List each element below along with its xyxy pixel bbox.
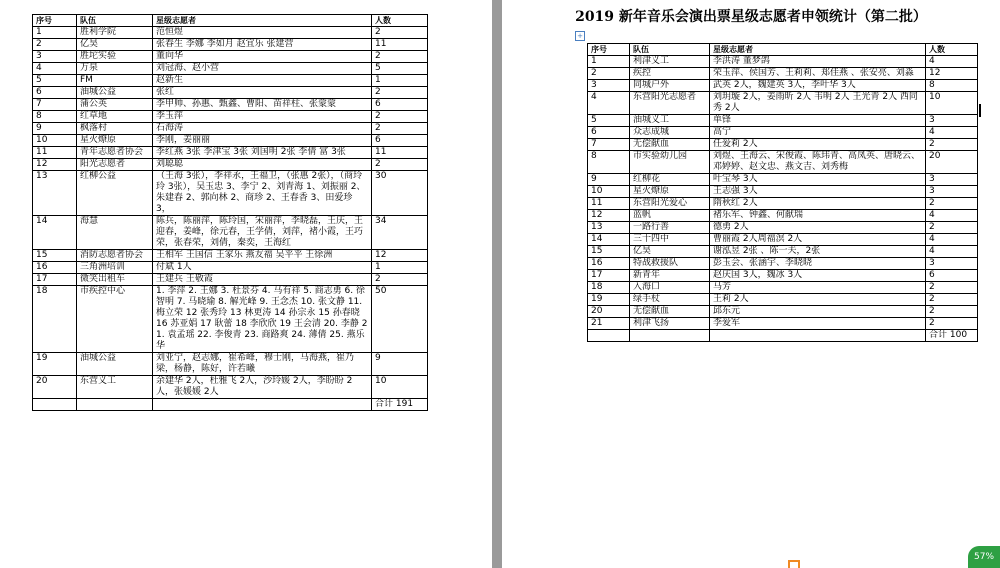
table-cell[interactable]: 14: [588, 234, 630, 246]
table-cell[interactable]: 绿手杖: [630, 294, 710, 306]
table-cell[interactable]: 亿昊: [630, 246, 710, 258]
table-cell[interactable]: 单锋: [710, 115, 926, 127]
table-cell[interactable]: 16: [33, 262, 77, 274]
table-cell[interactable]: 18: [588, 282, 630, 294]
table-cell[interactable]: 20: [926, 151, 978, 174]
table-cell[interactable]: 石海涛: [153, 123, 372, 135]
table-cell[interactable]: 6: [926, 270, 978, 282]
table-cell[interactable]: 任爱莉 2人: [710, 139, 926, 151]
table-cell[interactable]: 刘玥璇 2人，姜雨昕 2人 韦明 2人 王光青 2人 西同秀 2人: [710, 92, 926, 115]
table-cell[interactable]: 9: [33, 123, 77, 135]
table-cell[interactable]: 刘亚宁，赵志娜，崔希峰，穆士刚，马海燕，崔乃梁，杨静，陈好，许若曦: [153, 353, 372, 376]
table-row: [588, 222, 978, 234]
table-cell[interactable]: 2: [372, 87, 428, 99]
table-cell[interactable]: 3: [926, 174, 978, 186]
table-cell[interactable]: 邱东元: [710, 306, 926, 318]
table-cell[interactable]: 6: [372, 135, 428, 147]
table-cell[interactable]: 1: [588, 56, 630, 68]
table-cell[interactable]: 12: [33, 159, 77, 171]
table-row: [588, 139, 978, 151]
table-cell[interactable]: 高宁: [710, 127, 926, 139]
table-cell[interactable]: 13: [33, 171, 77, 216]
table-cell[interactable]: 10: [588, 186, 630, 198]
table-row: [33, 159, 428, 171]
table-row: [588, 294, 978, 306]
table-cell[interactable]: 无偿献血: [630, 139, 710, 151]
table-cell[interactable]: 1: [372, 75, 428, 87]
table-row: [33, 87, 428, 99]
table-cell[interactable]: 王志强 3人: [710, 186, 926, 198]
table-cell[interactable]: 17: [33, 274, 77, 286]
table-cell[interactable]: [710, 330, 926, 342]
table-cell[interactable]: 褚乐军、钟鑫、何献瑞: [710, 210, 926, 222]
table-cell[interactable]: 9: [372, 353, 428, 376]
table-row: [588, 56, 978, 68]
table-cell[interactable]: 8: [926, 80, 978, 92]
table-row: [588, 306, 978, 318]
table-cell[interactable]: 3: [33, 51, 77, 63]
table-cell[interactable]: 18: [33, 286, 77, 353]
table-cell[interactable]: 19: [588, 294, 630, 306]
table-cell[interactable]: 武英 2人，魏建英 3人，李叶华 3人: [710, 80, 926, 92]
table-row: [33, 99, 428, 111]
table-cell[interactable]: 4: [926, 246, 978, 258]
table-cell[interactable]: 4: [588, 92, 630, 115]
table-body: [588, 56, 978, 342]
table-header: [33, 15, 428, 27]
header-cell[interactable]: 星级志愿者: [153, 15, 372, 27]
table-row: [588, 174, 978, 186]
table-cell[interactable]: 同城户外: [630, 80, 710, 92]
table-cell[interactable]: [630, 330, 710, 342]
table-move-handle-icon[interactable]: +: [575, 31, 585, 41]
table-cell[interactable]: 2: [926, 282, 978, 294]
header-cell[interactable]: 星级志愿者: [710, 44, 926, 56]
table-cell[interactable]: 15: [33, 250, 77, 262]
table-cell[interactable]: 15: [588, 246, 630, 258]
table-cell[interactable]: 王相军 王国信 王家乐 燕友福 吴平平 王徐洲: [153, 250, 372, 262]
table-cell[interactable]: 市实验幼儿园: [630, 151, 710, 174]
table-cell[interactable]: 三十四中: [630, 234, 710, 246]
table-cell[interactable]: 6: [33, 87, 77, 99]
header-cell[interactable]: 队伍: [77, 15, 153, 27]
table-cell[interactable]: 1: [372, 262, 428, 274]
table-cell[interactable]: 21: [588, 318, 630, 330]
table-header: [588, 44, 978, 56]
table-cell[interactable]: 2: [372, 123, 428, 135]
table-cell[interactable]: 万泉: [77, 63, 153, 75]
volunteer-table-left: [32, 14, 428, 411]
table-row: [33, 376, 428, 399]
table-cell[interactable]: 胜坨实验: [77, 51, 153, 63]
table-cell[interactable]: 德勇 2人: [710, 222, 926, 234]
table-cell[interactable]: [588, 330, 630, 342]
table-cell[interactable]: 5: [372, 63, 428, 75]
table-cell[interactable]: 微笑出租车: [77, 274, 153, 286]
table-cell[interactable]: 彭玉会、张涵宇、李晓晓: [710, 258, 926, 270]
document-title: 2019 新年音乐会演出票星级志愿者申领统计（第二批）: [575, 9, 927, 25]
table-cell[interactable]: 李洪涛 董梦鸽: [710, 56, 926, 68]
table-cell[interactable]: 9: [588, 174, 630, 186]
table-cell[interactable]: 新青年: [630, 270, 710, 282]
table-cell[interactable]: 油城公益: [77, 353, 153, 376]
table-cell[interactable]: 5: [588, 115, 630, 127]
table-cell[interactable]: 2: [372, 159, 428, 171]
table-row: [33, 274, 428, 286]
table-cell[interactable]: 星火燎原: [630, 186, 710, 198]
table-cell[interactable]: 11: [33, 147, 77, 159]
table-cell[interactable]: 8: [588, 151, 630, 174]
table-row: [33, 135, 428, 147]
table-row: [588, 186, 978, 198]
table-cell[interactable]: 2: [926, 306, 978, 318]
header-cell[interactable]: 序号: [588, 44, 630, 56]
table-cell[interactable]: 2: [926, 318, 978, 330]
table-cell[interactable]: 市疾控中心: [77, 286, 153, 353]
table-cell[interactable]: 余建华 2人，杜雅飞 2人，沙玲媛 2人，李盼盼 2人，张媛媛 2人: [153, 376, 372, 399]
table-cell[interactable]: 李爱军: [710, 318, 926, 330]
table-cell[interactable]: 王建兵 王敬霞: [153, 274, 372, 286]
table-row: [588, 92, 978, 115]
table-row: [33, 75, 428, 87]
orange-shape-icon: [788, 560, 800, 568]
table-cell[interactable]: 8: [33, 111, 77, 123]
table-row: [588, 115, 978, 127]
header-cell[interactable]: 人数: [926, 44, 978, 56]
table-cell[interactable]: 3: [926, 258, 978, 270]
table-cell[interactable]: 李刚，姜丽丽: [153, 135, 372, 147]
table-cell[interactable]: 2: [926, 294, 978, 306]
header-cell[interactable]: 序号: [33, 15, 77, 27]
table-cell[interactable]: 11: [588, 198, 630, 210]
table-cell[interactable]: 5: [33, 75, 77, 87]
table-cell[interactable]: 1. 李萍 2. 王娜 3. 杜景芬 4. 马有祥 5. 商志勇 6. 徐智明 7. 马晓瑜 8. 解光峰 9. 王念杰 10. 张文静 11. 梅立荣 12 张秀玲 13 林更涛 14 孙宗永 15 孙春晓 16 苏亚娟 17 耿蕾 18 李欣欣 19 王会清 20. 李静 21. 袁孟瑶 22. 李俊青 23. 商路爽 24. 薄倩 25. 燕乐华: [153, 286, 372, 353]
table-row: [588, 318, 978, 330]
table-row: [33, 286, 428, 353]
table-cell[interactable]: 3: [588, 80, 630, 92]
table-cell[interactable]: 胜利学院: [77, 27, 153, 39]
table-cell[interactable]: 合计 191: [372, 399, 428, 411]
table-row: [588, 330, 978, 342]
table-cell[interactable]: 荣玉萍、侯国芳、王莉莉、郑佳燕 、张安亮、刘淼: [710, 68, 926, 80]
table-cell[interactable]: 7: [33, 99, 77, 111]
table-cell[interactable]: 4: [926, 127, 978, 139]
table-cell[interactable]: 消防志愿者协会: [77, 250, 153, 262]
table-row: [588, 210, 978, 222]
table-cell[interactable]: 王莉 2人: [710, 294, 926, 306]
table-cell[interactable]: 3: [926, 115, 978, 127]
table-cell[interactable]: 李甲帅、孙惠、甄鑫、曹阳、苗祥柱、张蒙蒙: [153, 99, 372, 111]
table-cell[interactable]: 叶宝琴 3人: [710, 174, 926, 186]
table-cell[interactable]: 7: [588, 139, 630, 151]
table-cell[interactable]: FM: [77, 75, 153, 87]
table-cell[interactable]: 13: [588, 222, 630, 234]
table-cell[interactable]: 曹丽霞 2人周福溟 2人: [710, 234, 926, 246]
table-cell[interactable]: 红草地: [77, 111, 153, 123]
table-row: [33, 51, 428, 63]
progress-badge: 57%: [968, 546, 1000, 568]
table-cell[interactable]: 20: [588, 306, 630, 318]
table-cell[interactable]: 特战救援队: [630, 258, 710, 270]
table-cell[interactable]: 赵庆国 3人，魏冰 3人: [710, 270, 926, 282]
header-row: [588, 44, 978, 56]
table-cell[interactable]: 刘煜、王海云、宋俊霞、陈玮青、高凤英、唐晓云、邓婷婷、赵文忠、燕文吉、刘秀梅: [710, 151, 926, 174]
table-cell[interactable]: 2: [372, 274, 428, 286]
table-cell[interactable]: 张红: [153, 87, 372, 99]
table-cell[interactable]: 34: [372, 216, 428, 250]
table-cell[interactable]: 星火燎原: [77, 135, 153, 147]
table-row: [588, 282, 978, 294]
table-cell[interactable]: 张春生 李娜 李如月 赵宜乐 张建营: [153, 39, 372, 51]
table-cell[interactable]: 谢泓昱 2张 、陈一夫，2张: [710, 246, 926, 258]
table-cell[interactable]: 马芳: [710, 282, 926, 294]
table-row: [588, 68, 978, 80]
text-cursor: [979, 104, 981, 117]
table-cell[interactable]: 2: [926, 198, 978, 210]
table-cell[interactable]: 东营阳光志愿者: [630, 92, 710, 115]
table-cell[interactable]: 2: [372, 27, 428, 39]
table-row: [33, 216, 428, 250]
table-row: [33, 27, 428, 39]
header-cell[interactable]: 队伍: [630, 44, 710, 56]
table-cell[interactable]: 50: [372, 286, 428, 353]
table-row: [588, 234, 978, 246]
document-page-left: [0, 0, 492, 568]
table-row: [588, 270, 978, 282]
table-cell[interactable]: 蒲公英: [77, 99, 153, 111]
table-cell[interactable]: 4: [33, 63, 77, 75]
table-row: [33, 399, 428, 411]
table-cell[interactable]: 无偿献血: [630, 306, 710, 318]
table-cell[interactable]: 10: [926, 92, 978, 115]
table-cell[interactable]: 14: [33, 216, 77, 250]
table-cell[interactable]: 阳光志愿者: [77, 159, 153, 171]
table-row: [588, 198, 978, 210]
table-cell[interactable]: 青年志愿者协会: [77, 147, 153, 159]
table-cell[interactable]: 东营阳光爱心: [630, 198, 710, 210]
table-row: [33, 171, 428, 216]
table-cell[interactable]: 6: [372, 99, 428, 111]
table-cell[interactable]: 众志成城: [630, 127, 710, 139]
table-cell[interactable]: [33, 399, 77, 411]
table-row: [33, 39, 428, 51]
table-row: [33, 147, 428, 159]
table-cell[interactable]: 红柳花: [630, 174, 710, 186]
table-row: [588, 258, 978, 270]
table-cell[interactable]: 17: [588, 270, 630, 282]
table-cell[interactable]: 6: [588, 127, 630, 139]
table-cell[interactable]: 10: [33, 135, 77, 147]
table-cell[interactable]: 东营义工: [77, 376, 153, 399]
table-cell[interactable]: 海慧: [77, 216, 153, 250]
table-cell[interactable]: 20: [33, 376, 77, 399]
table-cell[interactable]: 李红燕 3张 李津宝 3张 刘国明 2张 李倩 富 3张: [153, 147, 372, 159]
table-cell[interactable]: 2: [926, 222, 978, 234]
table-row: [33, 63, 428, 75]
table-cell[interactable]: 红柳公益: [77, 171, 153, 216]
table-cell[interactable]: 利津飞扬: [630, 318, 710, 330]
table-cell[interactable]: （王海 3张），李祥永，王福卫，（张惠 2张），（商玲玲 3张），吴玉忠 3、李宁 2、刘青海 1、刘振丽 2、朱建春 2、郭向林 2、商珍 2、王春香 3、田爱珍 3，: [153, 171, 372, 216]
table-cell[interactable]: 蓝帆: [630, 210, 710, 222]
volunteer-table-right: [587, 43, 978, 342]
table-cell[interactable]: 11: [372, 147, 428, 159]
table-cell[interactable]: 30: [372, 171, 428, 216]
table-cell[interactable]: 隋秋红 2人: [710, 198, 926, 210]
table-cell[interactable]: 董向华: [153, 51, 372, 63]
table-cell[interactable]: 范恒煜: [153, 27, 372, 39]
table-cell[interactable]: 11: [372, 39, 428, 51]
table-row: [588, 127, 978, 139]
table-cell[interactable]: 合计 100: [926, 330, 978, 342]
header-cell[interactable]: 人数: [372, 15, 428, 27]
table-row: [33, 111, 428, 123]
table-cell[interactable]: 李玉萍: [153, 111, 372, 123]
table-cell[interactable]: 入海口: [630, 282, 710, 294]
table-cell[interactable]: 三角洲培训: [77, 262, 153, 274]
table-cell[interactable]: 疾控: [630, 68, 710, 80]
table-cell[interactable]: 10: [372, 376, 428, 399]
table-cell[interactable]: 一路行善: [630, 222, 710, 234]
table-row: [33, 123, 428, 135]
table-cell[interactable]: 油城义工: [630, 115, 710, 127]
table-row: [588, 151, 978, 174]
table-cell[interactable]: 12: [372, 250, 428, 262]
table-row: [33, 353, 428, 376]
table-cell[interactable]: 刘聪聪: [153, 159, 372, 171]
table-row: [588, 246, 978, 258]
table-cell[interactable]: 2: [926, 139, 978, 151]
table-cell[interactable]: 19: [33, 353, 77, 376]
table-cell[interactable]: 4: [926, 210, 978, 222]
table-cell[interactable]: 油城公益: [77, 87, 153, 99]
table-row: [33, 262, 428, 274]
table-cell[interactable]: 1: [33, 27, 77, 39]
table-cell[interactable]: 12: [588, 210, 630, 222]
table-cell[interactable]: 付斌 1人: [153, 262, 372, 274]
table-cell[interactable]: 陈兵，陈丽萍，陈玲国，宋丽萍，李晓磊，王庆，王迎春，姜峰，徐元春，王学倩，刘萍，褚小霞，王巧荣，张春荣，刘倩，秦奕，王海红: [153, 216, 372, 250]
table-body: [33, 27, 428, 411]
table-cell[interactable]: 枫落村: [77, 123, 153, 135]
table-cell[interactable]: [153, 399, 372, 411]
table-cell[interactable]: 3: [926, 186, 978, 198]
table-cell[interactable]: 12: [926, 68, 978, 80]
header-row: [33, 15, 428, 27]
table-row: [588, 80, 978, 92]
table-cell[interactable]: 刘冠海、赵小营: [153, 63, 372, 75]
table-cell[interactable]: 2: [33, 39, 77, 51]
table-cell[interactable]: 2: [588, 68, 630, 80]
table-row: [33, 250, 428, 262]
page-gap: [492, 0, 502, 568]
table-cell[interactable]: 亿昊: [77, 39, 153, 51]
table-cell[interactable]: 2: [372, 111, 428, 123]
table-cell[interactable]: 赵新生: [153, 75, 372, 87]
table-cell[interactable]: 利津义工: [630, 56, 710, 68]
table-cell[interactable]: 2: [372, 51, 428, 63]
table-cell[interactable]: 4: [926, 234, 978, 246]
table-cell[interactable]: 16: [588, 258, 630, 270]
table-cell[interactable]: 4: [926, 56, 978, 68]
table-cell[interactable]: [77, 399, 153, 411]
